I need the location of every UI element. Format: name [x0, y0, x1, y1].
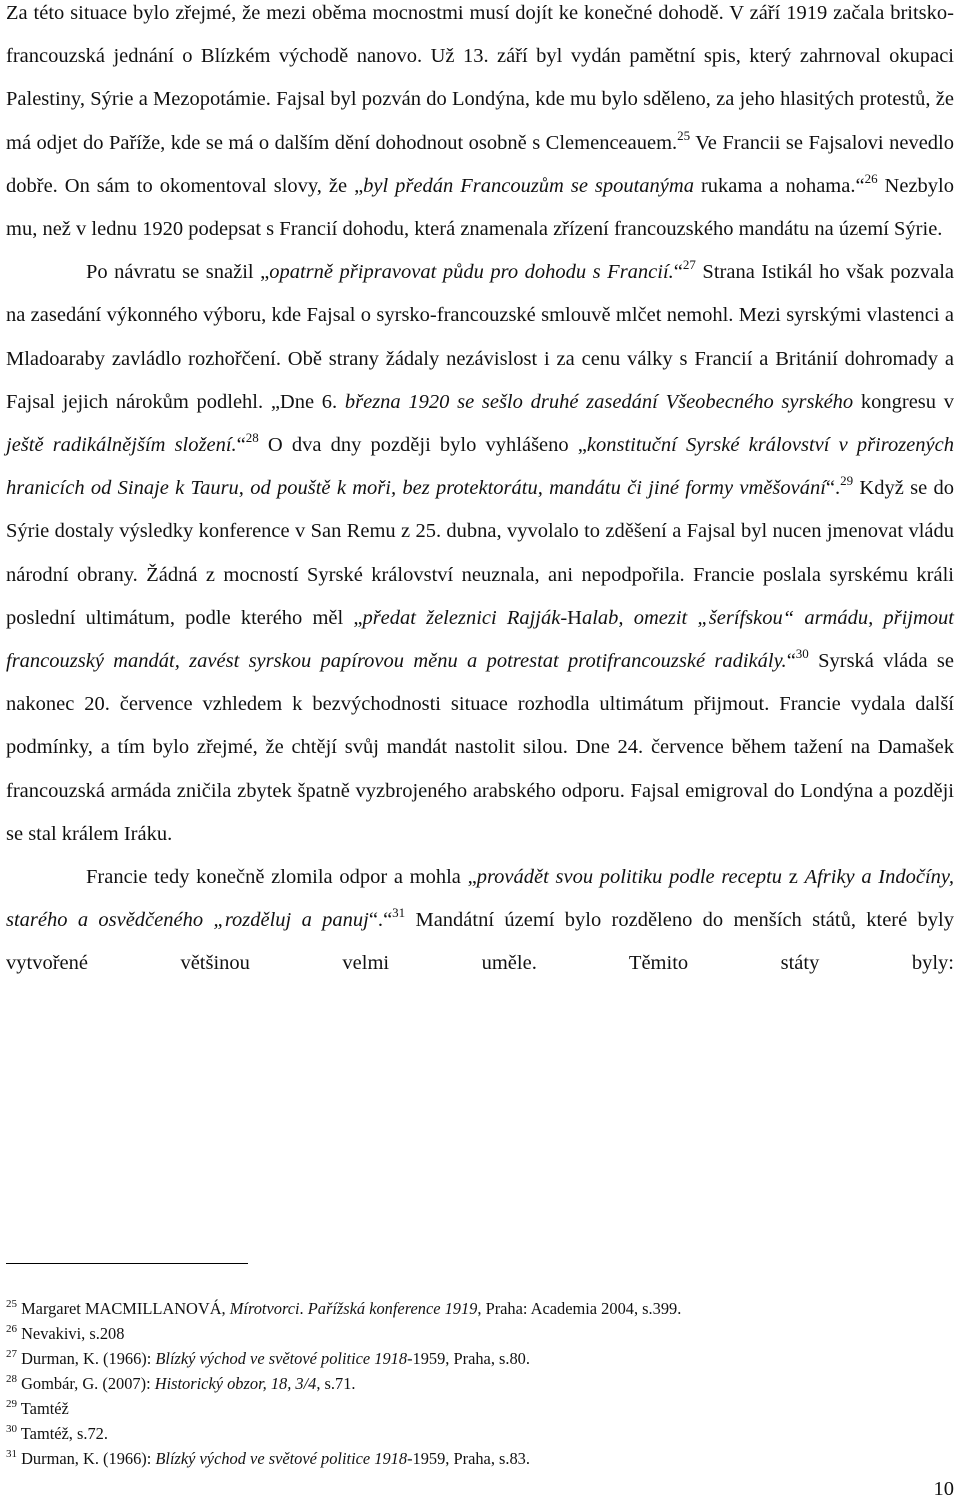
text-run: “: [786, 650, 796, 673]
text-run: Po návratu se snažil „: [86, 261, 270, 284]
italic-text: Pařížská konference 1919: [307, 1299, 478, 1318]
italic-text: konstituční Syrské království v přirozených hranicích od Sinaje k Tauru, od pouště k moři, bez protektorátu, mandátu či jiné formy vměšování: [6, 434, 954, 500]
footnote-ref: 26: [864, 170, 878, 186]
footnote-ref: 25: [677, 127, 691, 143]
body-text: [6, 0, 954, 986]
footnote-number: 25: [6, 1298, 17, 1310]
text-run: O dva dny později bylo vyhlášeno „: [258, 434, 587, 457]
footnote-ref: 31: [392, 905, 406, 921]
footnote-ref: 30: [795, 646, 809, 662]
footnote: [6, 1371, 954, 1396]
footnote-ref: 29: [840, 473, 854, 489]
italic-text: opatrně připravovat půdu pro dohodu s Francií.: [269, 261, 674, 284]
paragraph: [6, 0, 954, 251]
text-run: Margaret MACMILLANOVÁ,: [17, 1299, 230, 1318]
footnote: [6, 1321, 954, 1346]
italic-text: Mírotvorci: [229, 1299, 300, 1318]
italic-text: Blízký východ ve světové politice 1918: [155, 1349, 408, 1368]
text-run: rukama a nohama.: [693, 174, 856, 197]
footnote-ref: 27: [682, 257, 696, 273]
italic-text: Historický obzor, 18, 3/4: [154, 1374, 317, 1393]
text-run: Durman, K. (1966):: [17, 1349, 156, 1368]
text-run: , s.71.: [316, 1374, 356, 1393]
text-run: , Praha: Academia 2004, s.399.: [477, 1299, 682, 1318]
text-run: Ve Francii se Fajsalovi nevedlo dobře. On sám to okomentoval slovy, že „: [6, 131, 954, 197]
footnote-number: 30: [6, 1423, 17, 1435]
text-run: “.: [368, 909, 384, 932]
text-run: Za této situace bylo zřejmé, že mezi oběma mocnostmi musí dojít ke konečné dohodě. V září 1919 začala britsko-francouzská jednání o Blízkém východě nanovo. Už 13. září byl vydán pamětní spis, který zahrnoval okupaci Palestiny, Sýrie a Mezopotámie. Fajsal byl pozván do Londýna, kde mu bylo sděleno, za jeho hlasitých protestů, že má odjet do Paříže, kde se má o dalším dění dohodnout osobně s Clemenceauem.: [6, 2, 954, 154]
text-run: Gombár, G. (2007):: [17, 1374, 155, 1393]
italic-text: předat železnici Rajják-: [362, 606, 568, 629]
text-run: “: [855, 174, 865, 197]
text-run: “: [236, 434, 246, 457]
footnotes-list: [6, 1296, 954, 1471]
text-run: Když se do Sýrie dostaly výsledky konference v San Remu z 25. dubna, vyvolalo to zděšení a Fajsal byl nucen jmenovat vládu národní obrany. Žádná z mocností Syrské království neuznala, ani nepodpořila. Francie poslala syrskému králi poslední ultimátum, podle kterého měl „: [6, 477, 954, 629]
italic-text: Blízký východ ve světové politice 1918: [155, 1449, 408, 1468]
text-run: Nezbylo mu, než v lednu 1920 podepsat s Francií dohodu, která znamenala zřízení francouzského mandátu na území Sýrie.: [6, 174, 954, 241]
italic-text: Afriky a Indočíny, starého a osvědčeného „rozděluj a panuj: [6, 866, 954, 932]
text-run: Syrská vláda se nakonec 20. července vzhledem k bezvýchodnosti situace rozhodla ultimátum přijmout. Francie vydala další podmínky, a tím bylo zřejmé, že chtějí svůj mandát nastolit silou. Dne 24. července během tažení na Damašek francouzská armáda zničila zbytek špatně vyzbrojeného arabského odporu. Fajsal emigroval do Londýna a později se stal králem Iráku.: [6, 650, 954, 845]
text-run: -1959, Praha, s.80.: [407, 1349, 530, 1368]
footnote-number: 27: [6, 1348, 17, 1360]
italic-text: března 1920 se sešlo druhé zasedání Všeobecného syrského: [344, 390, 854, 413]
text-run: .: [299, 1299, 308, 1318]
italic-text: byl předán Francouzům se spoutanýma: [363, 174, 694, 197]
italic-text: provádět svou politiku podle receptu: [476, 866, 783, 889]
footnote-number: 29: [6, 1398, 17, 1410]
paragraph: [6, 856, 954, 986]
text-run: Francie tedy konečně zlomila odpor a mohla „: [86, 866, 477, 889]
text-run: -1959, Praha, s.83.: [407, 1449, 530, 1468]
footnote-number: 31: [6, 1448, 17, 1460]
text-run: H: [567, 606, 582, 629]
text-run: “: [383, 909, 393, 932]
text-run: “: [673, 261, 683, 284]
text-run: Durman, K. (1966):: [17, 1449, 156, 1468]
footnote: [6, 1421, 954, 1446]
footnote-separator: [6, 1263, 248, 1264]
text-run: kongresu v: [853, 390, 954, 413]
footnote: [6, 1346, 954, 1371]
page-number: 10: [933, 1478, 954, 1500]
italic-text: ještě radikálnějším složení.: [6, 434, 237, 457]
text-run: z: [782, 866, 805, 889]
footnote: [6, 1396, 954, 1421]
footnote-ref: 28: [245, 430, 259, 446]
text-run: Strana Istikál ho však pozvala na zasedání výkonného výboru, kde Fajsal o syrsko-francouzské smlouvě mlčet nemohl. Mezi syrskými vlastenci a Mladoaraby zavládlo rozhořčení. Obě strany žádaly nezávislost i za cenu války s Francií a Británií dohromady a Fajsal jejich nárokům podlehl. „Dne 6.: [6, 261, 954, 413]
text-run: Tamtéž, s.72.: [17, 1424, 108, 1443]
text-run: Nevakivi, s.208: [17, 1324, 125, 1343]
text-run: Tamtéž: [17, 1399, 69, 1418]
footnote: [6, 1296, 954, 1321]
footnote-number: 26: [6, 1323, 17, 1335]
footnote-number: 28: [6, 1373, 17, 1385]
text-run: Mandátní území bylo rozděleno do menších států, které byly vytvořené většinou velmi uměle. Těmito státy byly:: [6, 909, 954, 975]
paragraph: [6, 251, 954, 856]
italic-text: alab, omezit „šerífskou“ armádu, přijmout francouzský mandát, zavést syrskou papírovou měnu a potrestat protifrancouzské radikály.: [6, 606, 954, 673]
text-run: “.: [825, 477, 841, 500]
footnote: [6, 1446, 954, 1471]
